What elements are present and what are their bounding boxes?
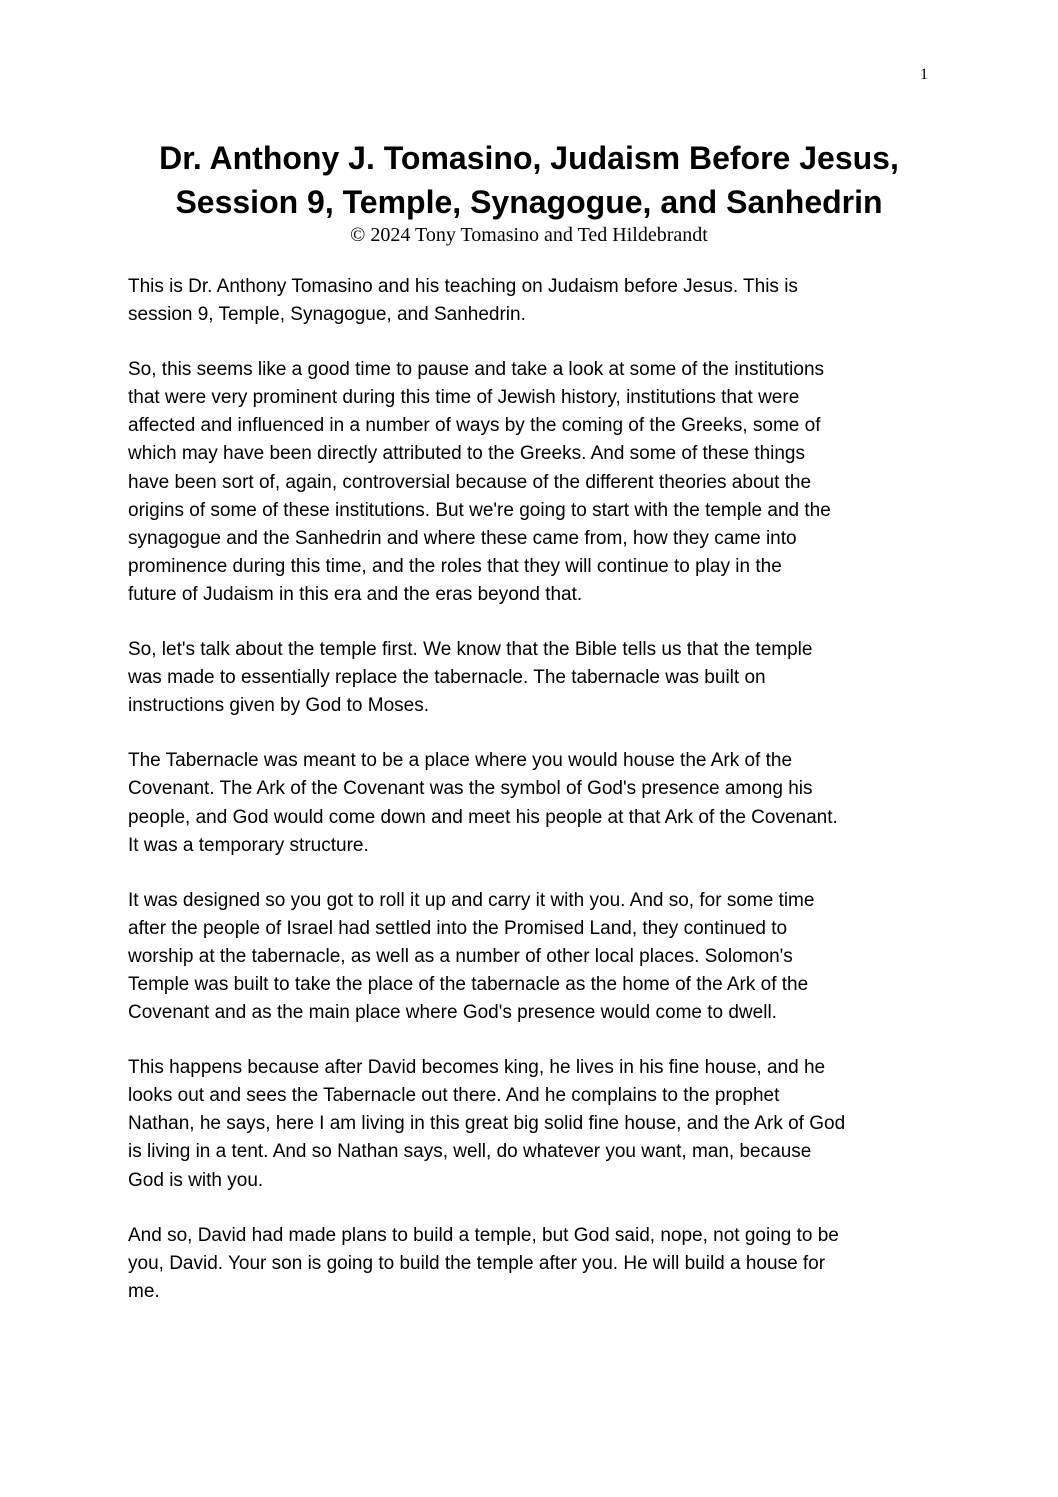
body-text [128,273,938,1333]
paragraph [128,747,938,859]
paragraph-line: And so, David had made plans to build a temple, but God said, nope, not going to be [128,1224,839,1246]
paragraph-line: me. [128,1280,160,1302]
paragraph-line: Temple was built to take the place of the tabernacle as the home of the Ark of the [128,973,809,995]
paragraph-line: prominence during this time, and the roles that they will continue to play in the [128,555,782,577]
paragraph [128,273,938,329]
page-number: 1 [920,66,928,83]
paragraph-line: origins of some of these institutions. But we're going to start with the temple and the [128,499,831,521]
paragraph-line: So, this seems like a good time to pause and take a look at some of the institutions [128,359,825,381]
paragraph-line: synagogue and the Sanhedrin and where these came from, how they came into [128,527,797,549]
paragraph-line: Nathan, he says, here I am living in this great big solid fine house, and the Ark of God [128,1113,846,1135]
paragraph-line: worship at the tabernacle, as well as a number of other local places. Solomon's [128,945,793,967]
title-line: Dr. Anthony J. Tomasino, Judaism Before Jesus, [159,140,899,176]
title-line: Session 9, Temple, Synagogue, and Sanhedrin [175,184,883,220]
paragraph-line: It was a temporary structure. [128,834,369,856]
paragraph-line: session 9, Temple, Synagogue, and Sanhedrin. [128,304,526,326]
document-title [100,136,958,224]
paragraph [128,1222,938,1306]
paragraph [128,356,938,609]
paragraph-line: looks out and sees the Tabernacle out there. And he complains to the prophet [128,1085,780,1107]
paragraph-line: affected and influenced in a number of ways by the coming of the Greeks, some of [128,415,821,437]
paragraph [128,887,938,1027]
paragraph-line: Covenant. The Ark of the Covenant was the symbol of God's presence among his [128,778,813,800]
paragraph-line: instructions given by God to Moses. [128,695,429,717]
paragraph-line: after the people of Israel had settled into the Promised Land, they continued to [128,917,788,939]
paragraph-line: So, let's talk about the temple first. We know that the Bible tells us that the temple [128,639,813,661]
paragraph-line: have been sort of, again, controversial because of the different theories about the [128,471,812,493]
paragraph-line: The Tabernacle was meant to be a place where you would house the Ark of the [128,750,793,772]
paragraph [128,636,938,720]
copyright-notice: © 2024 Tony Tomasino and Ted Hildebrandt [350,224,708,246]
paragraph-line: you, David. Your son is going to build the temple after you. He will build a house for [128,1252,826,1274]
paragraph-line: Covenant and as the main place where God's presence would come to dwell. [128,1002,777,1024]
paragraph-line: that were very prominent during this time of Jewish history, institutions that were [128,387,800,409]
paragraph-line: future of Judaism in this era and the eras beyond that. [128,583,583,605]
paragraph-line: which may have been directly attributed to the Greeks. And some of these things [128,443,805,465]
paragraph-line: God is with you. [128,1169,264,1191]
paragraph-line: people, and God would come down and meet his people at that Ark of the Covenant. [128,806,838,828]
paragraph [128,1054,938,1194]
paragraph-line: This is Dr. Anthony Tomasino and his teaching on Judaism before Jesus. This is [128,276,798,297]
paragraph-line: is living in a tent. And so Nathan says, well, do whatever you want, man, because [128,1141,812,1163]
paragraph-line: was made to essentially replace the tabernacle. The tabernacle was built on [128,667,766,689]
paragraph-line: It was designed so you got to roll it up and carry it with you. And so, for some time [128,889,815,911]
paragraph-line: This happens because after David becomes king, he lives in his fine house, and he [128,1057,826,1079]
